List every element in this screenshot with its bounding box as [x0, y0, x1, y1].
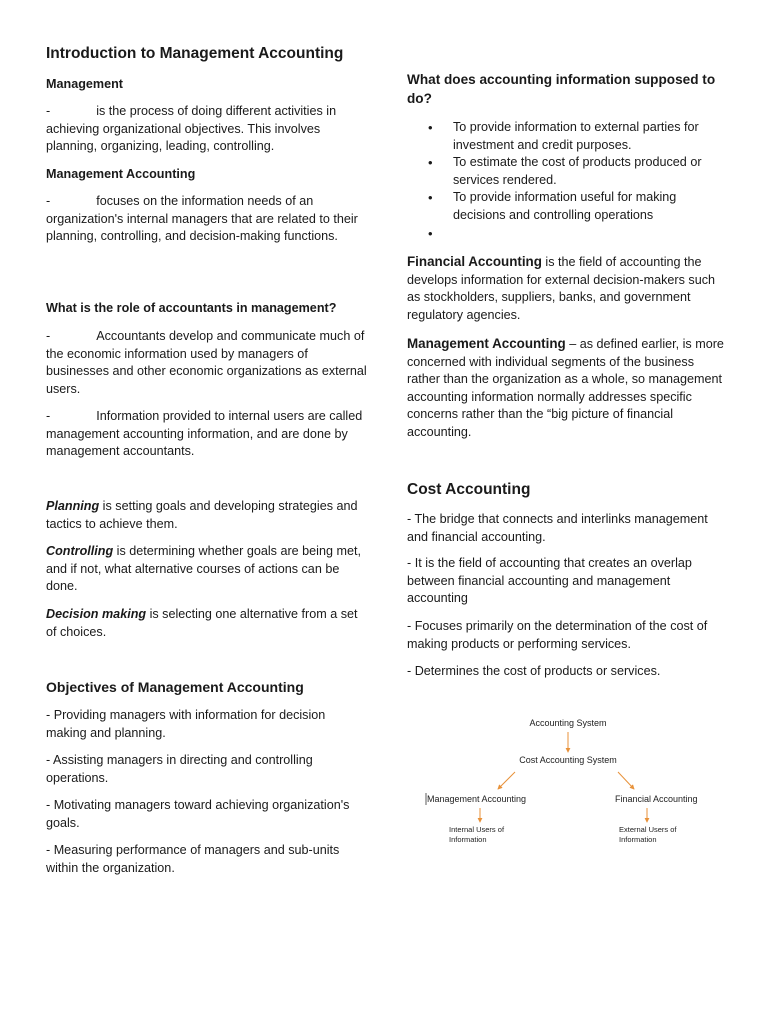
- bullet-text: To provide information to external parties for investment and credit purposes.: [453, 120, 699, 152]
- management-definition-text: is the process of doing different activities in achieving organizational objectives. This involves planning, organizing, leading, controlling.: [46, 104, 337, 154]
- bullet-icon: •: [428, 225, 433, 241]
- term: Decision making: [46, 607, 147, 621]
- management-heading: Management: [46, 77, 123, 91]
- bullet-icon: •: [428, 190, 433, 206]
- definition-text: – as defined earlier, is more concerned with individual segments of the business rather than the organization as a whole, so management accounting information normally addresses specific concerns rather than the “big picture of financial accounting.: [407, 337, 724, 439]
- term: Planning: [46, 499, 100, 513]
- node-accounting-system: Accounting System: [529, 718, 607, 728]
- term: Financial Accounting: [407, 254, 542, 269]
- role-item: [46, 328, 368, 398]
- definition-decision-making: [46, 606, 368, 641]
- term: Controlling: [46, 544, 114, 558]
- mgmt-accounting-definition: [46, 193, 368, 246]
- leaf-internal-users-line2: Information: [449, 835, 487, 844]
- page-title: Introduction to Management Accounting: [46, 45, 344, 62]
- term: Management Accounting: [407, 336, 566, 351]
- leaf-internal-users-line1: Internal Users of: [449, 825, 505, 834]
- diagram-canvas: [407, 708, 707, 853]
- bullet-text: To provide information useful for making decisions and controlling operations: [453, 190, 677, 222]
- objectives-heading: Objectives of Management Accounting: [46, 679, 304, 695]
- cost-item: - Focuses primarily on the determination of the cost of making products or performing services.: [407, 619, 708, 651]
- node-management-accounting: Management Accounting: [427, 794, 527, 804]
- objective-item: - Measuring performance of managers and sub-units within the organization.: [46, 843, 340, 875]
- definition-text: is setting goals and developing strategies and tactics to achieve them.: [46, 499, 358, 531]
- cost-item: - The bridge that connects and interlinks management and financial accounting.: [407, 512, 708, 544]
- list-item: [407, 154, 725, 189]
- management-definition: [46, 103, 368, 156]
- objective-item: - Motivating managers toward achieving organization's goals.: [46, 798, 350, 830]
- objective-item: - Providing managers with information for decision making and planning.: [46, 708, 326, 740]
- leaf-external-users-line2: Information: [619, 835, 657, 844]
- cost-accounting-heading: Cost Accounting: [407, 481, 531, 498]
- role-heading: What is the role of accountants in management?: [46, 301, 337, 315]
- bullet-icon: •: [428, 155, 433, 171]
- dash: -: [46, 329, 51, 343]
- definition-text: is determining whether goals are being met, and if not, what alternative courses of actions can be done.: [46, 544, 361, 594]
- arrow-left-icon: [498, 772, 515, 789]
- arrow-right-icon: [618, 772, 634, 789]
- bullet-icon: •: [428, 120, 433, 135]
- list-item: [407, 225, 725, 243]
- accounting-info-bullets: [407, 119, 725, 242]
- mgmt-accounting-definition-text: focuses on the information needs of an organization's internal managers that are related to their planning, controlling, and decision-making functions.: [46, 194, 358, 244]
- node-financial-accounting: Financial Accounting: [615, 794, 698, 804]
- definition-text: is the field of accounting the develops information for external decision-makers such as stockholders, suppliers, banks, and government regulatory agencies.: [407, 255, 715, 322]
- node-cost-accounting-system: Cost Accounting System: [519, 755, 617, 765]
- list-item: [407, 119, 725, 154]
- role-item-text: Accountants develop and communicate much of the economic information used by managers of businesses and other economic organizations as external users.: [46, 329, 367, 396]
- objective-item: - Assisting managers in directing and controlling operations.: [46, 753, 313, 785]
- management-accounting-definition: [407, 335, 725, 442]
- cost-item: - It is the field of accounting that creates an overlap between financial accounting and management accounting: [407, 556, 692, 606]
- role-item-text: Information provided to internal users are called management accounting information, and are done by management accountants.: [46, 409, 363, 459]
- financial-accounting-definition: [407, 253, 725, 324]
- accounting-info-question: What does accounting information supposed to do?: [407, 72, 716, 106]
- role-item: [46, 408, 368, 461]
- dash: -: [46, 409, 51, 423]
- list-item: [407, 189, 725, 224]
- definition-planning: [46, 498, 368, 533]
- definition-text: is selecting one alternative from a set of choices.: [46, 607, 358, 639]
- definition-controlling: [46, 543, 368, 596]
- accounting-system-diagram: [407, 708, 707, 853]
- mgmt-accounting-heading: Management Accounting: [46, 167, 196, 181]
- bullet-text: To estimate the cost of products produced or services rendered.: [453, 155, 702, 187]
- leaf-external-users-line1: External Users of: [619, 825, 677, 834]
- dash: -: [46, 194, 51, 208]
- dash: -: [46, 104, 51, 118]
- cost-item: - Determines the cost of products or services.: [407, 664, 661, 678]
